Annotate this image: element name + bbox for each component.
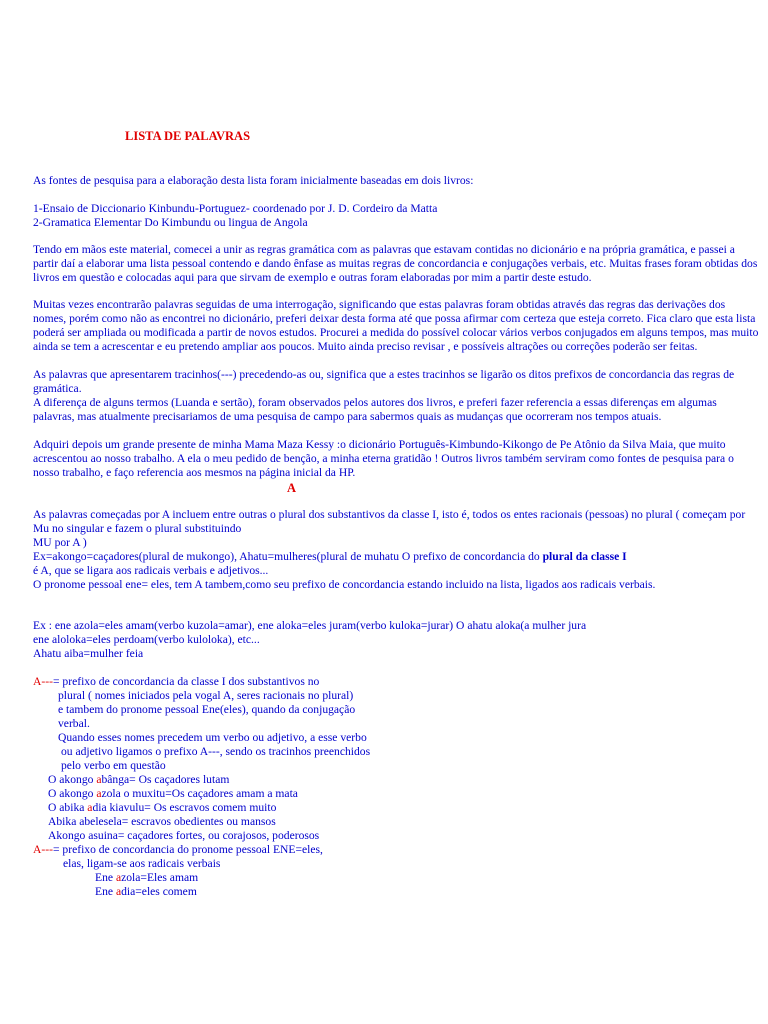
prefix-definition-line: Quando esses nomes precedem um verbo ou adjetivo, a esse verbo [58,731,367,744]
usage-example [95,885,197,899]
example-text: Ex=akongo=caçadores(plural de mukongo), Ahatu=mulheres(plural de muhatu O prefixo de concordancia do [33,550,543,563]
usage-example [95,871,198,885]
usage-example [48,787,298,801]
prefix-marker: A--- [33,675,53,688]
example-noun: abika [59,801,88,814]
example-line: ene aloloka=eles perdoam(verbo kuloloka), etc... [33,633,260,646]
prefix-definition-line: pelo verbo em questão [61,759,166,772]
paragraph: As palavras que apresentarem tracinhos(---) precedendo-as ou, significa que a estes tracinhos se ligarão os ditos prefixos de concordancia das regras de gramática. [33,368,735,395]
example-prefix: a [87,801,93,814]
usage-example [48,801,276,815]
example-noun: akongo [59,773,97,786]
example-pronoun: Ene [95,885,116,898]
section-letter: A [287,481,297,495]
section-paragraph-cont: MU por A ) [33,536,87,549]
intro-text: As fontes de pesquisa para a elaboração desta lista foram inicialmente baseadas em dois livros: [33,174,474,187]
prefix-definition-line: verbal. [58,717,90,730]
prefix-definition [33,675,319,689]
example-bold-text: plural da classe I [542,550,627,563]
example-rest: zola o muxitu=Os caçadores amam a mata [101,787,298,800]
example-line: Ex : ene azola=eles amam(verbo kuzola=amar), ene aloka=eles juram(verbo kuloka=jurar) O ahatu aloka(a mulher jura [33,619,587,632]
prefix-definition-line: elas, ligam-se aos radicais verbais [63,857,221,870]
example-article: O [48,787,60,800]
example-pronoun: Ene [95,871,116,884]
paragraph: A diferença de alguns termos (Luanda e sertão), foram observados pelos autores dos livros, e preferi fazer referencia a essas diferenças em algumas palavras, mas atualmente precisariamos de uma pesquisa de campo para sabermos quais as mudanças que ocorreram nos tempos atuais. [33,396,717,423]
example-prefix: a [96,787,102,800]
section-paragraph: As palavras começadas por A incluem entre outras o plural dos substantivos da classe I, isto é, todos os entes racionais (pessoas) no plural ( começam por Mu no singular e fazem o plural substituindo [33,508,746,535]
pronoun-paragraph: O pronome pessoal ene= eles, tem A tambem,como seu prefixo de concordancia estando incluido na lista, ligados aos radicais verbais. [33,578,656,591]
example-prefix: a [96,773,102,786]
source-item: 2-Gramatica Elementar Do Kimbundu ou lingua de Angola [33,216,308,229]
prefix-definition-line: plural ( nomes iniciados pela vogal A, seres racionais no plural) [58,689,354,702]
example-line: é A, que se ligara aos radicais verbais e adjetivos... [33,564,269,577]
example-rest: zola=Eles amam [121,871,199,884]
example-rest: bânga= Os caçadores lutam [101,773,230,786]
example-rest: dia=eles comem [121,885,197,898]
source-item: 1-Ensaio de Diccionario Kinbundu-Portuguez- coordenado por J. D. Cordeiro da Matta [33,202,438,215]
page-title: LISTA DE PALAVRAS [125,129,251,143]
example-line: Ahatu aiba=mulher feia [33,647,144,660]
usage-example: Akongo asuina= caçadores fortes, ou corajosos, poderosos [48,829,320,842]
example-rest: dia kiavulu= Os escravos comem muito [92,801,277,814]
example-article: O [48,773,60,786]
prefix-definition-line: e tambem do pronome pessoal Ene(eles), quando da conjugação [58,703,356,716]
example-prefix: a [115,885,122,898]
prefix-marker: A--- [33,843,53,856]
prefix-definition-text: = prefixo de concordancia do pronome pessoal ENE=eles, [52,843,323,856]
example-line [33,550,627,564]
usage-example: Abika abelesela= escravos obedientes ou mansos [48,815,276,828]
paragraph: Adquiri depois um grande presente de minha Mama Maza Kessy :o dicionário Português-Kimbundo-Kikongo de Pe Atônio da Silva Maia, que muito acrescentou ao nosso trabalho. A ela o meu pedido de benção, a minha eterna gratidão ! Outros livros também serviram como fontes de pesquisa para o nosso trabalho, e faço referencia aos mesmos na página inicial da HP. [33,438,734,479]
example-prefix: a [115,871,122,884]
prefix-definition-text: = prefixo de concordancia da classe I dos substantivos no [52,675,320,688]
example-article: O [48,801,60,814]
example-noun: akongo [59,787,97,800]
paragraph: Muitas vezes encontrarão palavras seguidas de uma interrogação, significando que estas palavras foram obtidas através das regras das derivações dos nomes, porém como não as encontrei no dicionário, preferi deixar desta forma até que possa afirmar com certeza que esteja correto. Fica claro que esta lista poderá ser ampliada ou modificada a partir de novos estudos. Procurei a medida do possível colocar vários verbos conjugados em alguns tempos, mas muito ainda se tem a acrescentar e eu pretendo ampliar aos poucos. Muito ainda preciso revisar , e possíveis altrações ou correções poderão ser feitas. [33,298,759,353]
prefix-definition [33,843,323,857]
usage-example [48,773,229,787]
prefix-definition-line: ou adjetivo ligamos o prefixo A---, sendo os tracinhos preenchidos [61,745,371,758]
paragraph: Tendo em mãos este material, comecei a unir as regras gramática com as palavras que estavam contidas no dicionário e na própria gramática, e passei a partir daí a elaborar uma lista pessoal contendo e dando ênfase as muitas regras de concordancia e conjugações verbais, etc. Muitas frases foram obtidas dos livros em questão e colocadas aqui para que sirvam de exemplo e outras foram elaboradas por mim a partir deste estudo. [33,243,758,284]
